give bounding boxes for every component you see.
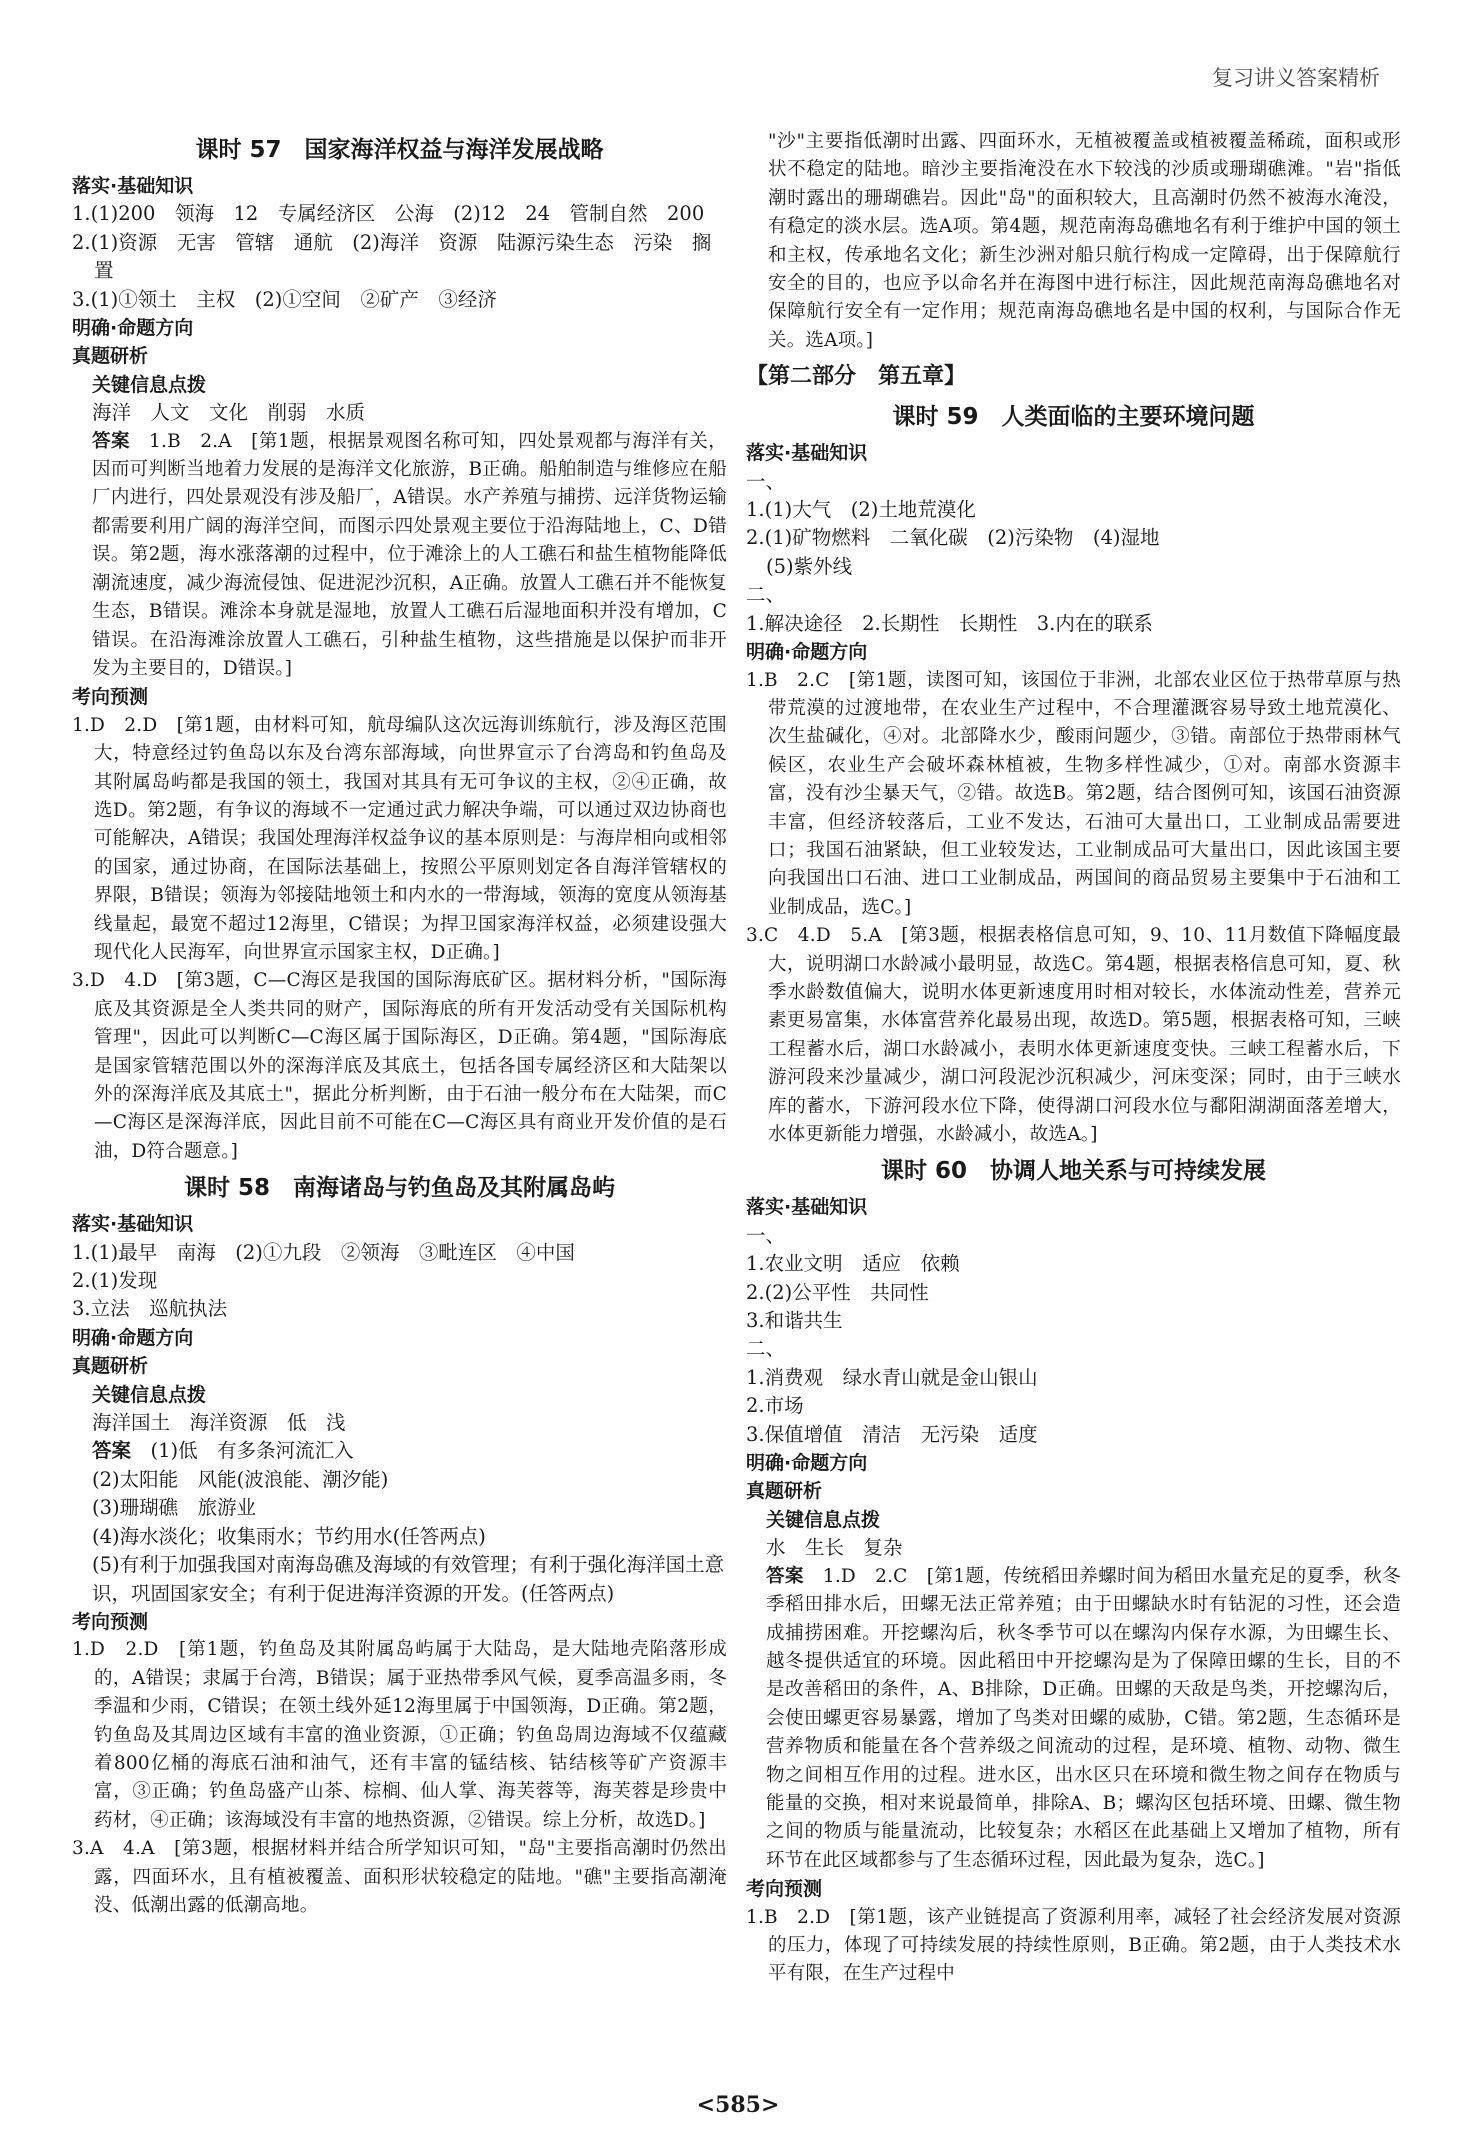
basic-item: 1.(1)最早 南海 (2)①九段 ②领海 ③毗连区 ④中国 (72, 1240, 575, 1264)
lesson-58-continuation: "沙"主要指低潮时出露、四面环水，无植被覆盖或植被覆盖稀疏，面积或形状不稳定的陆地。暗沙主要指淹没在水下较浅的沙质或珊瑚礁滩。"岩"指低潮时露出的珊瑚礁岩。因此"岛"的面积较大，且高潮时仍然不被海水淹没，有稳定的淡水层。选A项。第4题，规范南海岛礁地名有利于维护中国的领土和主权，传承地名文化；新生沙洲对船只航行构成一定障碍，出于保障航行安全的目的，也应予以命名并在海图中进行标注，因此规范南海岛礁地名对保障航行安全有一定作用；规范南海岛礁地名是中国的权利，与国际合作无关。选A项。] (768, 131, 1401, 351)
basic-knowledge-heading: 落实·基础知识 (746, 442, 868, 465)
key-info: 海洋 人文 文化 削弱 水质 (92, 401, 366, 425)
direction-heading: 明确·命题方向 (746, 641, 868, 664)
basic-knowledge-heading: 落实·基础知识 (72, 1213, 194, 1236)
basic-item: 3.和谐共生 (746, 1309, 843, 1333)
basic-item: 2.(1)资源 无害 管辖 通航 (2)海洋 资源 陆源污染生态 污染 搁置 (72, 230, 712, 283)
answer-line: (5)有利于加强我国对南海岛礁及海域的有效管理；有利于强化海洋国土意识，巩固国家安全；有利于促进海洋资源的开发。(任答两点) (92, 1553, 725, 1605)
answer-text: 1.D 2.C [第1题，传统稻田养螺时间为稻田水量充足的夏季，秋冬季稻田排水后，田螺无法正常养殖；由于田螺缺水时有钻泥的习性，还会造成捕捞困难。开挖螺沟后，秋冬季节可以在螺沟内保存水源，为田螺生长、越冬提供适宜的环境。因此稻田中开挖螺沟是为了保障田螺的生长，目的不是改善稻田的条件，A、B排除，D正确。田螺的天敌是鸟类，开挖螺沟后，会使田螺更容易暴露，增加了鸟类对田螺的威胁，C错。第2题，生态循环是营养物质和能量在各个营养级之间流动的过程，是环境、植物、动物、微生物之间相互作用的过程。进水区，出水区只在环境和微生物之间存在物质与能量的交换，相对来说最简单，排除A、B；螺沟区包括环境、田螺、微生物之间的物质与能量流动，比较复杂；水稻区在此基础上又增加了植物，所有环节在此区域都参与了生态循环过程，因此最为复杂，选C。] (766, 1565, 1401, 1871)
prediction-heading: 考向预测 (746, 1878, 823, 1901)
basic-item: 3.保值增值 清洁 无污染 适度 (746, 1422, 1038, 1446)
key-info-heading: 关键信息点拨 (766, 1508, 881, 1531)
prediction-heading: 考向预测 (72, 1610, 149, 1633)
basic-item: 1.消费观 绿水青山就是金山银山 (746, 1365, 1038, 1389)
key-info: 水 生长 复杂 (766, 1536, 903, 1560)
answer-line: (3)珊瑚礁 旅游业 (92, 1496, 257, 1520)
key-info-heading: 关键信息点拨 (92, 1383, 207, 1406)
answer-label: 答案 (92, 430, 131, 452)
research-heading: 真题研析 (72, 345, 149, 368)
right-column (746, 128, 1401, 1989)
answer-line: (2)太阳能 风能(波浪能、潮汐能) (92, 1467, 389, 1491)
basic-item: 2.(1)发现 (72, 1269, 158, 1293)
basic-item: 1.解决途径 2.长期性 长期性 3.内在的联系 (746, 611, 1153, 635)
left-column (72, 128, 727, 1920)
subsection-marker: 一、 (746, 469, 786, 493)
answer-label: 答案 (766, 1565, 804, 1587)
basic-item: 2.(1)矿物燃料 二氧化碳 (2)污染物 (4)湿地 (746, 526, 1160, 550)
basic-knowledge-heading: 落实·基础知识 (72, 175, 194, 197)
subsection-marker: 一、 (746, 1223, 786, 1247)
key-info-heading: 关键信息点拨 (92, 373, 207, 396)
subsection-marker: 二、 (746, 1337, 786, 1361)
basic-item: 3.立法 巡航执法 (72, 1297, 228, 1321)
basic-item: (5)紫外线 (766, 554, 853, 578)
direction-heading: 明确·命题方向 (72, 317, 194, 340)
page-number: <585> (696, 2092, 780, 2118)
key-info: 海洋国土 海洋资源 低 浅 (92, 1411, 346, 1435)
subsection-marker: 二、 (746, 583, 786, 607)
lesson-59-title: 课时 59 人类面临的主要环境问题 (892, 404, 1255, 431)
basic-item: 1.农业文明 适应 依赖 (746, 1252, 960, 1276)
answer-line: (4)海水淡化；收集雨水；节约用水(任答两点) (92, 1524, 486, 1548)
prediction-item: 3.A 4.A [第3题，根据材料并结合所学知识可知，"岛"主要指高潮时仍然出露，四面环水，且有植被覆盖、面积形状较稳定的陆地。"礁"主要指高潮淹没、低潮出露的低潮高地。 (72, 1838, 727, 1916)
part-heading: 【第二部分 第五章】 (746, 364, 967, 390)
answer-text: 1.B 2.A [第1题，根据景观图名称可知，四处景观都与海洋有关，因而可判断当地着力发展的是海洋文化旅游，B正确。船舶制造与维修应在船厂内进行，四处景观没有涉及船厂，A错误。水产养殖与捕捞、远洋货物运输都需要利用广阔的海洋空间，而图示四处景观主要位于沿海陆地上，C、D错误。第2题，海水涨落潮的过程中，位于滩涂上的人工礁石和盐生植物能降低潮流速度，减少海流侵蚀、促进泥沙沉积，A正确。放置人工礁石并不能恢复生态，B错误。滩涂本身就是湿地，放置人工礁石后湿地面积并没有增加，C错误。在沿海滩涂放置人工礁石，引种盐生植物，这些措施是以保护而非开发为主要目的，D错误。] (92, 430, 727, 679)
lesson-60-title: 课时 60 协调人地关系与可持续发展 (880, 1158, 1266, 1185)
lesson-57-title: 课时 57 国家海洋权益与海洋发展战略 (195, 137, 604, 163)
basic-item: 2.(2)公平性 共同性 (746, 1280, 929, 1304)
prediction-item: 1.D 2.D [第1题，由材料可知，航母编队这次远海训练航行，涉及海区范围大，特意经过钓鱼岛以东及台湾东部海域，向世界宣示了台湾岛和钓鱼岛及其附属岛屿都是我国的领土，我国对其具有无可争议的主权，②④正确，故选D。第2题，有争议的海域不一定通过武力解决争端，可以通过双边协商也可能解决，A错误；我国处理海洋权益争议的基本原则是：与海岸相向或相邻的国家，通过协商，在国际法基础上，按照公平原则划定各自海洋管辖权的界限，B错误；领海为邻接陆地领土和内水的一带海域，领海的宽度从领海基线量起，最宽不超过12海里，C错误；为捍卫国家海洋权益，必须建设强大现代化人民海军，向世界宣示国家主权，D正确。] (72, 714, 727, 963)
prediction-heading: 考向预测 (72, 686, 149, 709)
running-header: 复习讲义答案精析 (1212, 66, 1380, 90)
direction-heading: 明确·命题方向 (72, 1326, 194, 1349)
direction-heading: 明确·命题方向 (746, 1452, 868, 1475)
prediction-item: 1.D 2.D [第1题，钓鱼岛及其附属岛屿属于大陆岛，是大陆地壳陷落形成的，A错误；隶属于台湾，B错误；属于亚热带季风气候，夏季高温多雨，冬季温和少雨，C错误；在领土线外延12海里属于中国领海，D正确。第2题，钓鱼岛及其周边区域有丰富的渔业资源，①正确；钓鱼岛周边海域不仅蕴藏着800亿桶的海底石油和油气，还有丰富的锰结核、钴结核等矿产资源丰富，③正确；钓鱼岛盛产山茶、棕榈、仙人掌、海芙蓉等，海芙蓉是珍贵中药材，④正确；该海域没有丰富的地热资源，②错误。综上分析，故选D。] (72, 1639, 727, 1831)
research-heading: 真题研析 (746, 1480, 823, 1503)
answer-label: 答案 (92, 1439, 132, 1463)
answer-block (746, 1563, 1401, 1875)
basic-knowledge-heading: 落实·基础知识 (746, 1196, 868, 1219)
answer-text: (1)低 有多条河流汇入 (150, 1439, 354, 1463)
answer-item: 1.B 2.C [第1题，读图可知，该国位于非洲，北部农业区位于热带草原与热带荒漠的过渡地带，在农业生产过程中，不合理灌溉容易导致土地荒漠化、次生盐碱化，④对。北部降水少，酸雨问题少，③错。南部位于热带雨林气候区，农业生产会破坏森林植被，生物多样性减少，①对。南部水资源丰富，没有沙尘暴天气，②错。故选B。第2题，结合图例可知，该国石油资源丰富，但经济较落后，工业不发达，石油可大量出口，工业制成品需要进口；我国石油紧缺，但工业较发达，工业制成品可大量出口，因此该国主要向我国出口石油、进口工业制成品，两国间的商品贸易主要集中于石油和工业制成品，选C。] (746, 669, 1401, 918)
prediction-item: 3.D 4.D [第3题，C—C海区是我国的国际海底矿区。据材料分析，"国际海底及其资源是全人类共同的财产，国际海底的所有开发活动受有关国际机构管理"，因此可以判断C—C海区属于国际海区，D正确。第4题，"国际海底是国家管辖范围以外的深海洋底及其底土，包括各国专属经济区和大陆架以外的深海洋底及其底土"，据此分析判断，由于石油一般分布在大陆架，而C—C海区是深海洋底，因此目前不可能在C—C海区具有商业开发价值的是石油，D符合题意。] (72, 970, 727, 1162)
lesson-58-title: 课时 58 南海诸岛与钓鱼岛及其附属岛屿 (183, 1175, 615, 1202)
research-heading: 真题研析 (72, 1355, 149, 1378)
answer-item: 3.C 4.D 5.A [第3题，根据表格信息可知，9、10、11月数值下降幅度最大，说明湖口水龄减小最明显，故选C。第4题，根据表格信息可知，夏、秋季水龄数值偏大，说明水体更新速度用时相对较长，水体流动性差，营养元素更易富集，水体富营养化最易出现，故选D。第5题，根据表格可知，三峡工程蓄水后，湖口水龄减小，表明水体更新速度变快。三峡工程蓄水后，下游河段来沙量减少，湖口河段泥沙沉积减少，河床变深；同时，由于三峡水库的蓄水，下游河段水位下降，使得湖口河段水位与鄱阳湖湖面落差增大，水体更新能力增强，水龄减小，故选A。] (746, 925, 1401, 1145)
answer-block (72, 428, 727, 684)
answer-block (72, 1437, 727, 1465)
basic-item: 1.(1)大气 (2)土地荒漠化 (746, 498, 976, 522)
basic-item: 1.(1)200 领海 12 专属经济区 公海 (2)12 24 管制自然 200 (72, 202, 705, 226)
prediction-item: 1.B 2.D [第1题，该产业链提高了资源利用率，减轻了社会经济发展对资源的压力，体现了可持续发展的持续性原则，B正确。第2题，由于人类技术水平有限，在生产过程中 (746, 1906, 1401, 1985)
basic-item: 3.(1)①领土 主权 (2)①空间 ②矿产 ③经济 (72, 287, 497, 311)
basic-item: 2.市场 (746, 1394, 804, 1418)
